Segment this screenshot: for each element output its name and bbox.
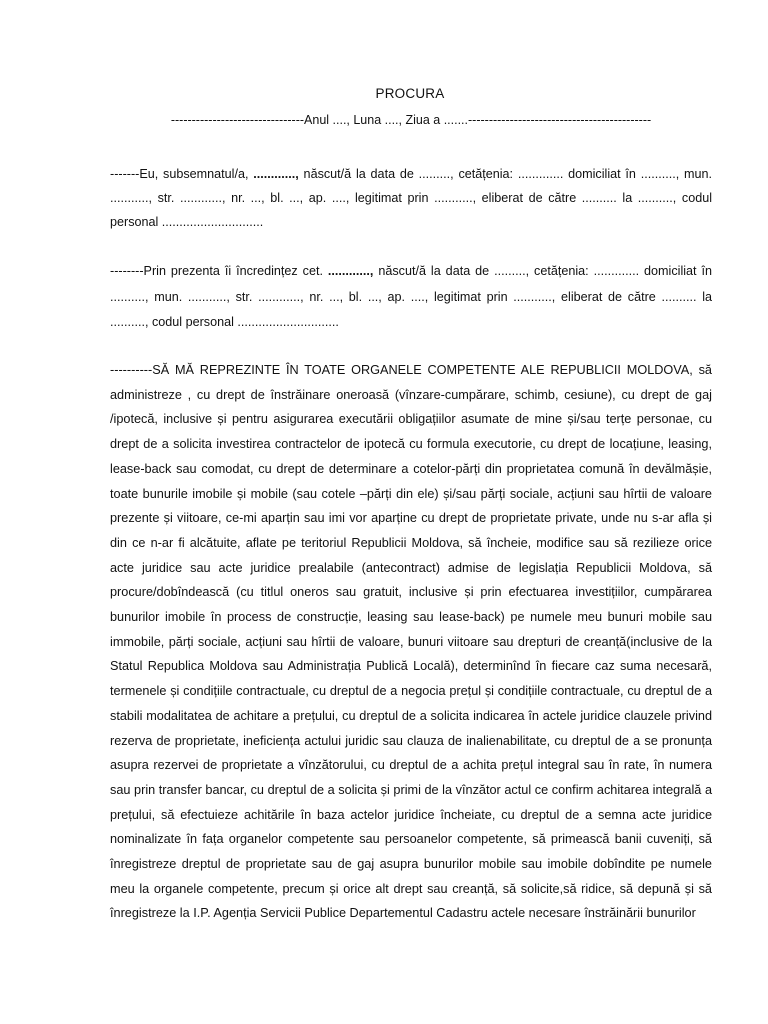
representative-name-placeholder: ............,: [327, 264, 374, 278]
representative-paragraph-prefix: --------Prin prezenta îi încredințez cet.: [110, 264, 328, 278]
representative-paragraph-details: născut/ă la data de ........., cetățenia: ............. domiciliat în .........., mun. ..........., str. ............, nr. ..., bl. ..., ap. ...., legitimat prin ..........., eliberat de către .......... la .........., codul personal .............................: [110, 264, 712, 329]
representative-paragraph: [110, 259, 712, 336]
principal-paragraph: [110, 162, 712, 235]
date-line: --------------------------------Anul ...., Luna ...., Ziua a .......--------------------------------------------: [170, 113, 652, 127]
powers-paragraph: ----------SĂ MĂ REPREZINTE ÎN TOATE ORGANELE COMPETENTE ALE REPUBLICII MOLDOVA, să administreze , cu drept de înstrăinare oneroasă (vînzare-cumpărare, schimb, cesiune), cu drept de gaj /ipotecă, inclusive și pentru asigurarea executării obligațiilor asumate de mine și/sau terțe personae, cu drept de a solicita investirea contractelor de ipotecă cu formula executorie, cu drept de locațiune, leasing, lease-back sau comodat, cu drept de determinare a cotelor-părți din proprietatea comună în devălmășie, toate bunurile imobile și mobile (sau cotele –părți din ele) și/sau părți sociale, acțiuni sau hîrtii de valoare prezente și viitoare, ce-mi aparțin sau imi vor aparține cu drept de proprietate private, unde nu s-ar afla și din ce n-ar fi alcătuite, aflate pe teritoriul Republicii Moldova, să încheie, modifice sau să rezilieze orice acte juridice sau acte juridice prealabile (antecontract) admise de legislația Republicii Moldova, să procure/dobîndească (cu titlul oneros sau gratuit, inclusive și prin efectuarea investițiilor, cumpărarea bunurilor imobile în process de construcție, leasing sau lease-back) pe numele meu bunuri mobile sau immobile, părți sociale, acțiuni sau hîrtii de valoare, bunuri viitoare sau drepturi de creanță(inclusive de la Statul Republica Moldova sau Administrația Publică Locală), determinînd în fiecare caz suma necesară, termenele și condițiile contractuale, cu dreptul de a negocia prețul și condițiile contractuale, cu dreptul de a stabili modalitatea de achitare a prețului, cu dreptul de a solicita indicarea în actele juridice clauzele privind rezerva de proprietate, ineficiența actului juridic sau clauza de inalienabilitate, cu dreptul de a se pronunța asupra rezervei de proprietate a vînzătorului, cu dreptul de a achita prețul integral sau în rate, în numera sau prin transfer bancar, cu dreptul de a solicita și primi de la vînzător actul ce confirm achitarea integrală a prețului, să efectuieze achitările în baza actelor juridice încheiate, cu dreptul de a semna acte juridice nominalizate în fața organelor competente sau persoanelor competente, să primească banii cuveniți, să înregistreze dreptul de proprietate sau de gaj asupra bunurilor mobile sau imobile dobîndite pe numele meu la organele competente, precum și orice alt drept sau creanță, să solicite,să ridice, să depună și să înregistreze la I.P. Agenția Servicii Publice Departementul Cadastru actele necesare înstrăinării bunurilor: [110, 363, 712, 921]
principal-paragraph-details: născut/ă la data de ........., cetățenia: ............. domiciliat în .........., mun. ..........., str. ............, nr. ..., bl. ..., ap. ...., legitimat prin ..........., eliberat de către .......... la .........., codul personal .............................: [110, 167, 712, 230]
document-title: PROCURA: [375, 86, 445, 101]
principal-name-placeholder: ............,: [253, 167, 299, 181]
principal-paragraph-prefix: -------Eu, subsemnatul/a,: [110, 167, 254, 181]
